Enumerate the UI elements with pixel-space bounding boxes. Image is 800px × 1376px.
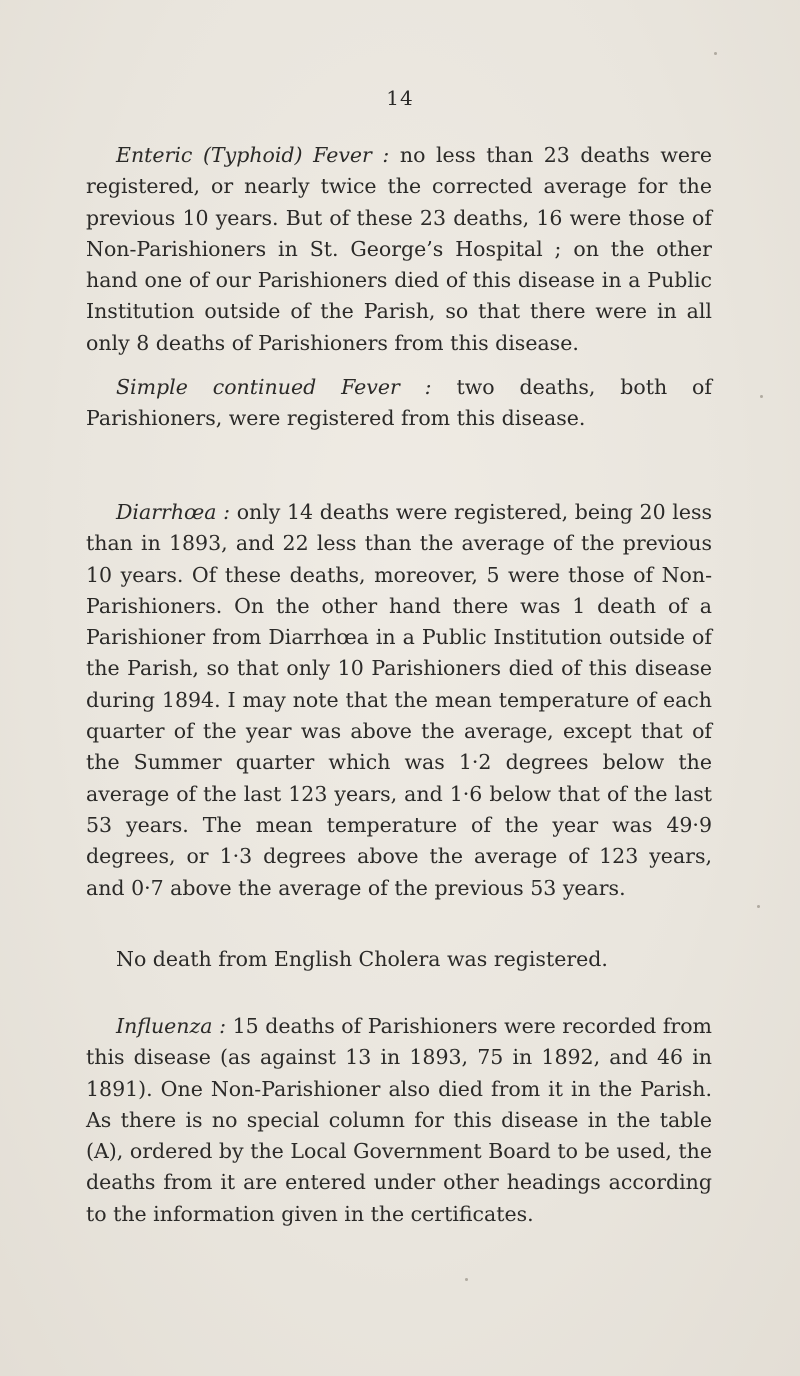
paragraph-heading: Influenza : bbox=[116, 1014, 227, 1038]
paragraph-english-cholera bbox=[86, 944, 712, 975]
paragraph-text: No death from English Cholera was registered. bbox=[116, 947, 608, 971]
paragraph-text: no less than 23 deaths were registered, or nearly twice the corrected average for the previous 10 years. But of these 23 deaths, 16 were those of Non-Parishioners in St. George’s Hospital ; on the other hand one of our Parishioners died of this disease in a Public Institution outside of the Parish, so that there were in all only 8 deaths of Parishioners from this disease. bbox=[86, 143, 712, 355]
paragraph-heading: Simple continued Fever : bbox=[116, 375, 432, 399]
paper-speck bbox=[714, 52, 717, 55]
paper-speck bbox=[760, 395, 763, 398]
paragraph-diarrhoea bbox=[86, 497, 712, 904]
paragraph-heading: Diarrhœa : bbox=[116, 500, 231, 524]
paper-speck bbox=[465, 1278, 468, 1281]
paragraph-influenza bbox=[86, 1011, 712, 1230]
paragraph-text: two deaths, both of Parishioners, were registered from this disease. bbox=[86, 375, 712, 431]
paragraph-simple-continued-fever bbox=[86, 372, 712, 435]
paragraph-text: 15 deaths of Parishioners were recorded from this disease (as against 13 in 1893, 75 in 1892, and 46 in 1891). One Non-Parishioner also died from it in the Parish. As there is no special column for this disease in the table (A), ordered by the Local Government Board to be used, the deaths from it are entered under other headings according to the information given in the certificates. bbox=[86, 1014, 712, 1226]
paragraph-heading: Enteric (Typhoid) Fever : bbox=[116, 143, 390, 167]
paragraph-text: only 14 deaths were registered, being 20 less than in 1893, and 22 less than the average of the previous 10 years. Of these deaths, moreover, 5 were those of Non-Parishioners. On the other hand there was 1 death of a Parishioner from Diarrhœa in a Public Institution outside of the Parish, so that only 10 Parishioners died of this disease during 1894. I may note that the mean temperature of each quarter of the year was above the average, except that of the Summer quarter which was 1·2 degrees below the average of the last 123 years, and 1·6 below that of the last 53 years. The mean temperature of the year was 49·9 degrees, or 1·3 degrees above the average of 123 years, and 0·7 above the average of the previous 53 years. bbox=[86, 500, 712, 900]
paper-speck bbox=[757, 905, 760, 908]
paragraph-enteric-fever bbox=[86, 140, 712, 359]
page-number: 14 bbox=[386, 86, 414, 110]
